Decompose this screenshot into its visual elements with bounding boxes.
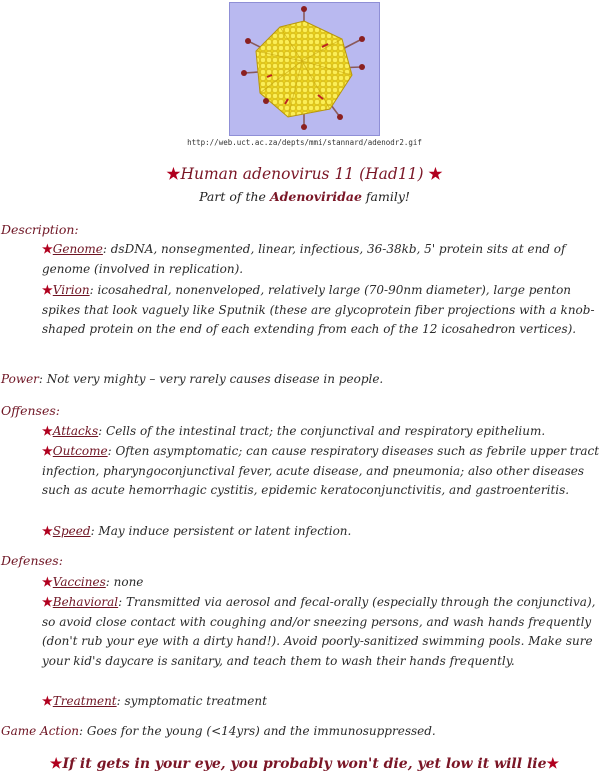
adenovirus-illustration: [229, 2, 380, 136]
behavioral-label: Behavioral: [52, 595, 119, 609]
game-action-label: Game Action: [1, 724, 80, 738]
power-line: [1, 372, 601, 386]
star-icon: ★: [42, 424, 53, 438]
star-icon: ★: [42, 444, 53, 458]
treatment-text: : symptomatic treatment: [116, 694, 267, 708]
power-label: Power: [1, 372, 39, 386]
outcome-label: Outcome: [52, 444, 108, 458]
power-text: : Not very mighty – very rarely causes disease in people.: [38, 372, 384, 386]
speed-text: : May induce persistent or latent infection.: [90, 524, 352, 538]
tagline-text: If it gets in your eye, you probably won't die, yet low it will lie: [62, 756, 547, 772]
page-title: [0, 164, 609, 183]
family-name: Adenoviridae: [269, 189, 362, 204]
game-action-line: [1, 724, 601, 738]
attacks-label: Attacks: [52, 424, 99, 438]
defenses-heading: Defenses:: [1, 553, 63, 568]
genome-item: [42, 240, 602, 279]
outcome-item: [42, 442, 602, 501]
star-icon: ★: [42, 595, 53, 609]
treatment-label: Treatment: [52, 694, 117, 708]
behavioral-item: [42, 593, 602, 671]
family-line: [0, 189, 609, 204]
virion-item: [42, 281, 602, 340]
offenses-heading: Offenses:: [1, 403, 60, 418]
virion-text: : icosahedral, nonenveloped, relatively large (70-90nm diameter), large penton spikes that look vaguely like Sputnik (these are glycoprotein fiber projections with a knob-shaped protein on the end of each extending from each of the 12 icosahedron vertices).: [42, 283, 595, 336]
star-icon: ★: [49, 756, 63, 772]
treatment-item: [42, 692, 602, 712]
vaccines-text: : none: [105, 575, 144, 589]
star-icon: ★: [42, 524, 53, 538]
attacks-item: [42, 422, 602, 442]
vaccines-item: [42, 573, 602, 593]
adenovirus-drawing: [230, 3, 379, 135]
star-icon: ★: [546, 756, 560, 772]
star-icon: ★: [428, 164, 443, 183]
virion-label: Virion: [52, 283, 90, 297]
star-icon: ★: [42, 242, 53, 256]
tagline: [0, 756, 609, 772]
image-credit-url[interactable]: http://web.uct.ac.za/depts/mmi/stannard/adenodr2.gif: [187, 138, 422, 147]
description-heading: Description:: [1, 222, 79, 237]
speed-label: Speed: [52, 524, 91, 538]
title-text: Human adenovirus 11 (Had11): [180, 165, 424, 183]
star-icon: ★: [42, 283, 53, 297]
speed-item: [42, 522, 602, 542]
family-suffix: family!: [365, 189, 410, 204]
genome-label: Genome: [52, 242, 103, 256]
attacks-text: : Cells of the intestinal tract; the conjunctival and respiratory epithelium.: [98, 424, 546, 438]
outcome-text: : Often asymptomatic; can cause respiratory diseases such as febrile upper tract infection, pharyngoconjunctival fever, acute disease, and pneumonia; also other diseases such as acute hemorrhagic cystitis, epidemic keratoconjunctivitis, and gastroenteritis.: [42, 444, 600, 497]
family-prefix: Part of the: [199, 189, 266, 204]
behavioral-text: : Transmitted via aerosol and fecal-orally (especially through the conjunctiva), so avoid close contact with coughing and/or sneezing persons, and wash hands frequently (don't rub your eye with a dirty hand!). Avoid poorly-sanitized swimming pools. Make sure your kid's daycare is sanitary, and teach them to wash their hands frequently.: [42, 595, 596, 668]
star-icon: ★: [166, 164, 181, 183]
game-action-text: : Goes for the young (<14yrs) and the immunosuppressed.: [79, 724, 436, 738]
genome-text: : dsDNA, nonsegmented, linear, infectious, 36-38kb, 5' protein sits at end of genome (involved in replication).: [42, 242, 566, 276]
vaccines-label: Vaccines: [52, 575, 106, 589]
star-icon: ★: [42, 575, 53, 589]
star-icon: ★: [42, 694, 53, 708]
